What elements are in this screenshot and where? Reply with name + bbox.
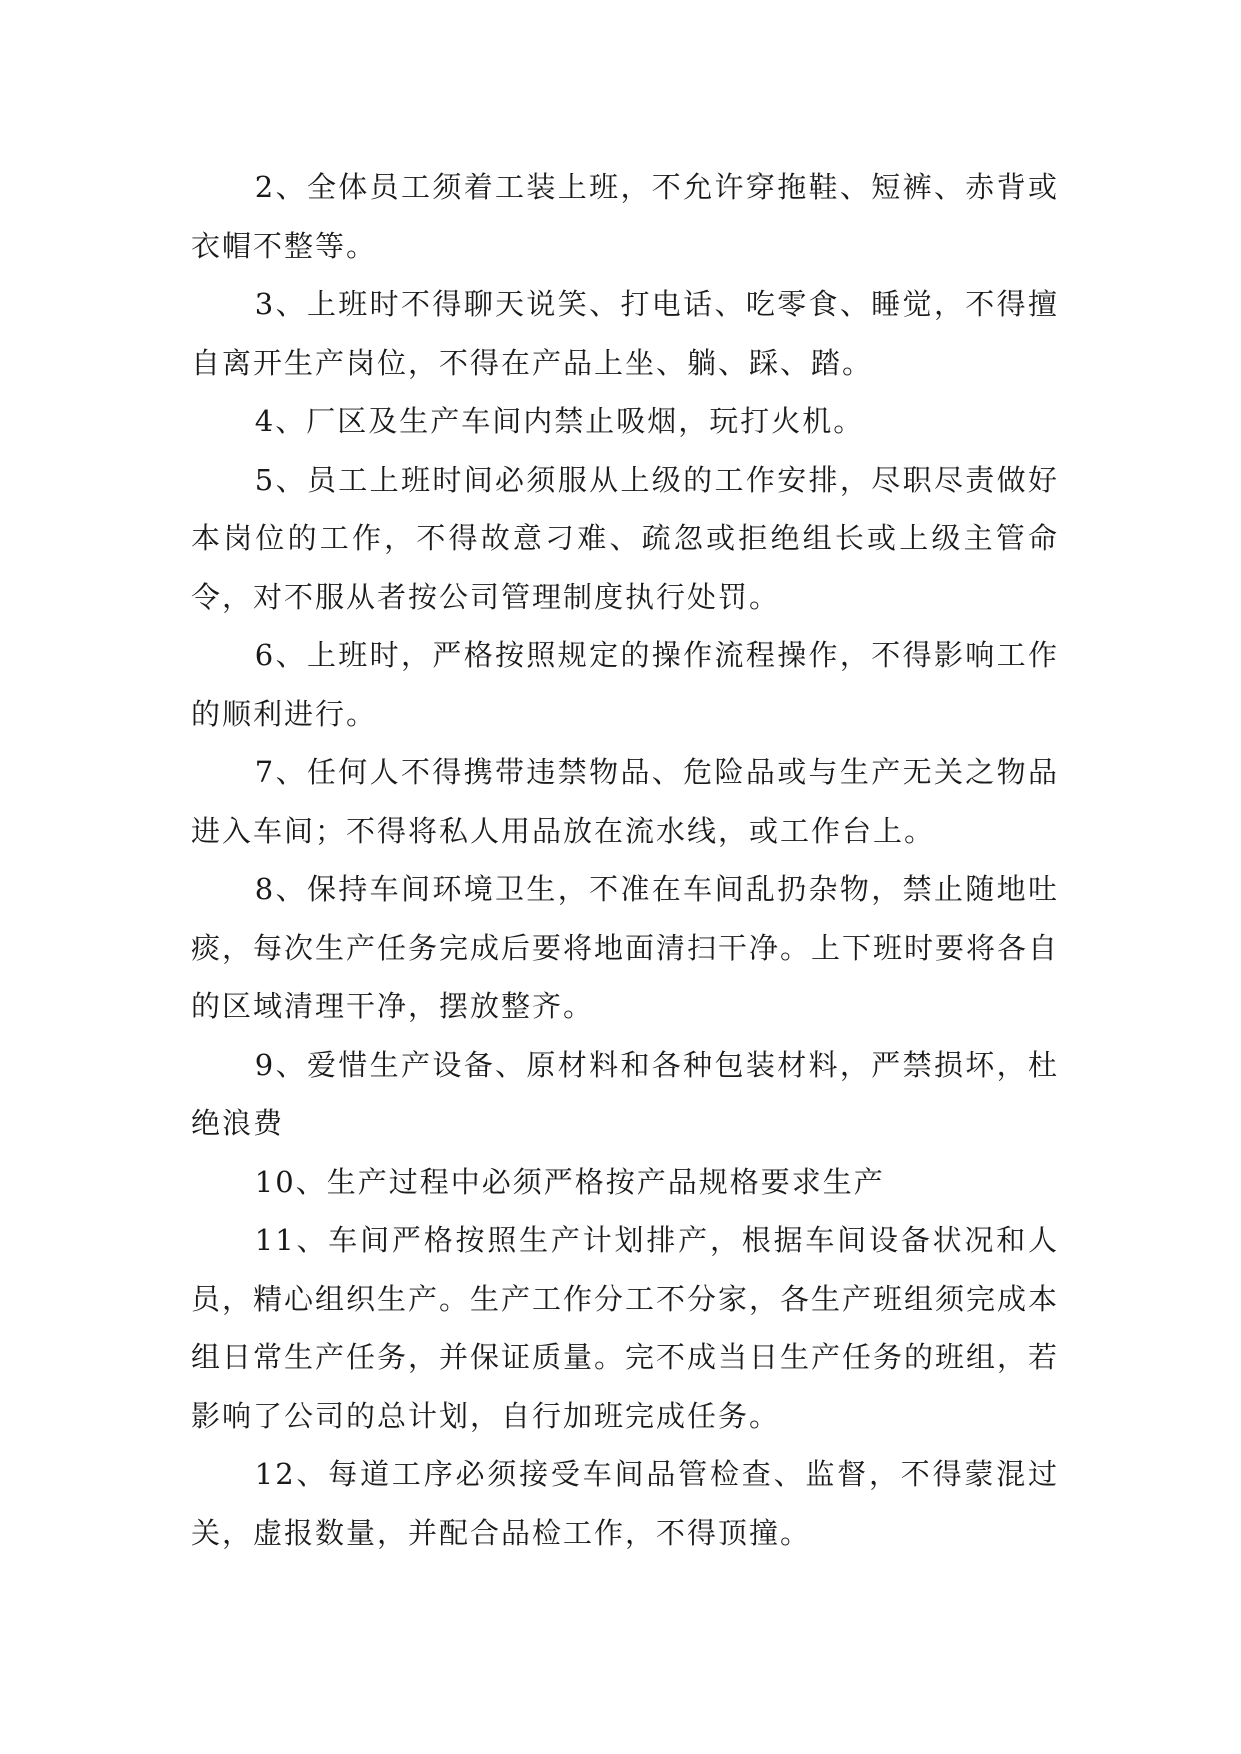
paragraph-rule-7: 7、任何人不得携带违禁物品、危险品或与生产无关之物品进入车间；不得将私人用品放在流水线，或工作台上。 (191, 755, 1059, 848)
paragraph-rule-3: 3、上班时不得聊天说笑、打电话、吃零食、睡觉，不得擅自离开生产岗位，不得在产品上坐、躺、踩、踏。 (191, 287, 1059, 380)
paragraph-rule-11: 11、车间严格按照生产计划排产，根据车间设备状况和人员，精心组织生产。生产工作分工不分家，各生产班组须完成本组日常生产任务，并保证质量。完不成当日生产任务的班组，若影响了公司的总计划，自行加班完成任务。 (191, 1223, 1060, 1433)
paragraph-rule-9: 9、爱惜生产设备、原材料和各种包装材料，严禁损坏，杜绝浪费 (191, 1047, 1059, 1140)
paragraph-rule-2: 2、全体员工须着工装上班，不允许穿拖鞋、短裤、赤背或衣帽不整等。 (191, 170, 1059, 263)
paragraph-rule-4: 4、厂区及生产车间内禁止吸烟，玩打火机。 (254, 404, 865, 438)
paragraph-rule-5: 5、员工上班时间必须服从上级的工作安排，尽职尽责做好本岗位的工作，不得故意刁难、疏忽或拒绝组长或上级主管命令，对不服从者按公司管理制度执行处罚。 (191, 462, 1059, 614)
paragraph-rule-10: 10、生产过程中必须严格按产品规格要求生产 (254, 1164, 885, 1199)
paragraph-rule-12: 12、每道工序必须接受车间品管检查、监督，不得蒙混过关，虚报数量，并配合品检工作，不得顶撞。 (191, 1457, 1059, 1550)
paragraph-rule-6: 6、上班时，严格按照规定的操作流程操作，不得影响工作的顺利进行。 (191, 638, 1059, 731)
paragraph-rule-8: 8、保持车间环境卫生，不准在车间乱扔杂物，禁止随地吐痰，每次生产任务完成后要将地面清扫干净。上下班时要将各自的区域清理干净，摆放整齐。 (191, 872, 1060, 1023)
document-body (191, 158, 1059, 1562)
